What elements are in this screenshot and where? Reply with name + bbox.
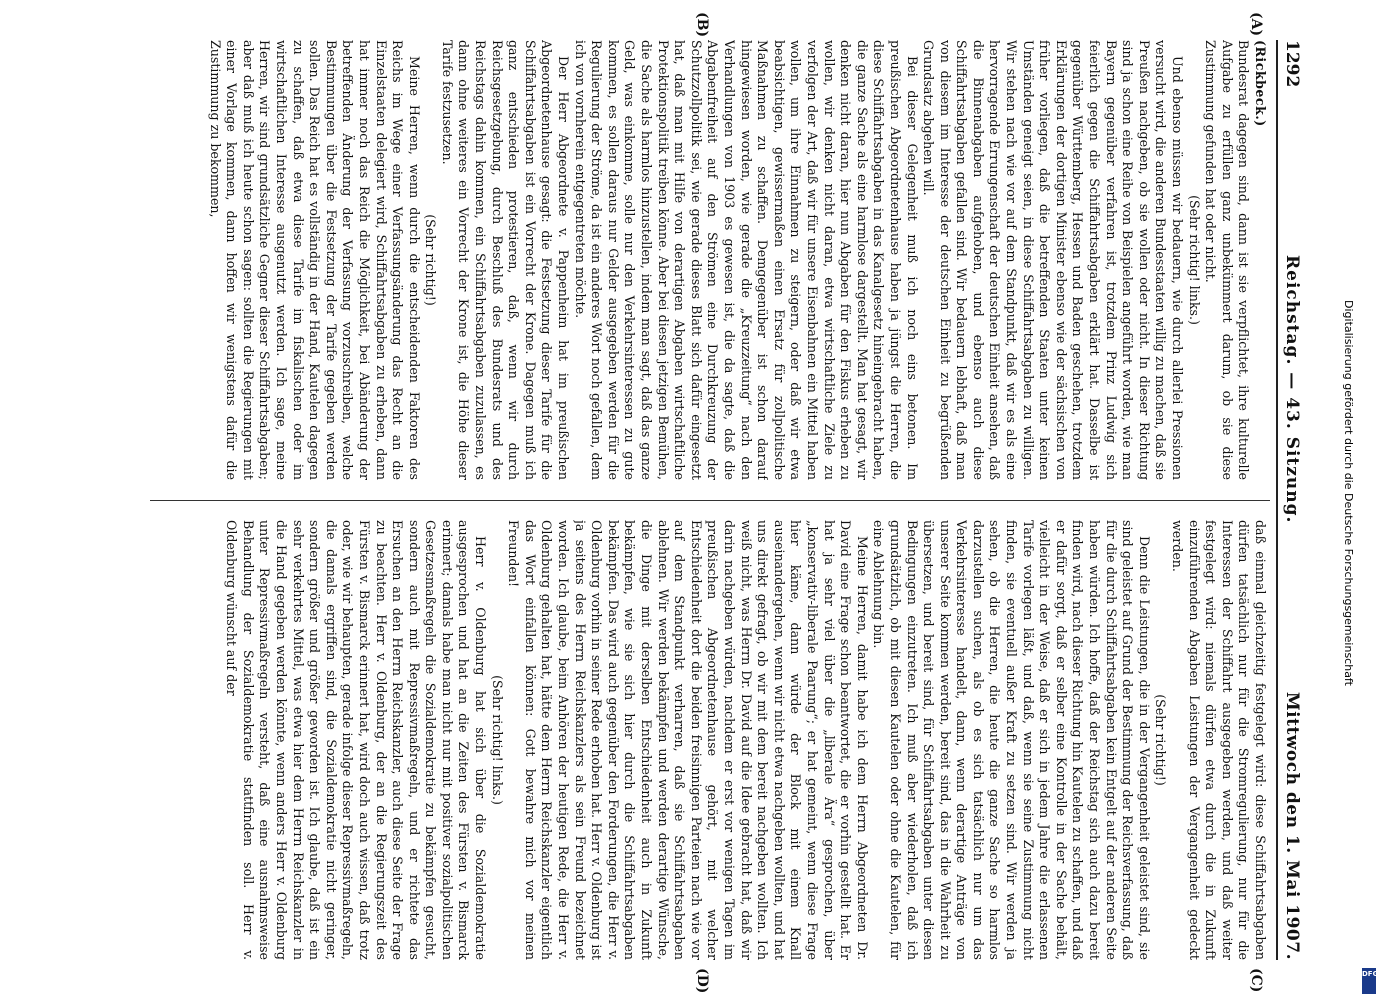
paragraph: Herr v. Oldenburg hat sich über die Sozialdemokratie ausgesprochen und hat an die Zeiten des Fürsten v. Bismarck erinnert; damals habe man nicht nur mit positiver sozialpolitischen Gesetzesmaßregeln die Sozialdemokratie zu bekämpfen gesucht, sondern auch mit Repressivmaßregeln, und er richtete das Ersuchen an den Herrn Reichskanzler, auch diese Seite der Frage zu beachten. Herr v. Oldenburg, der an die Regierungszeit des Fürsten v. Bismarck erinnert hat, wird doch auch wissen, daß trotz oder, wie wir behaupten, gerade infolge dieser Repressivmaßregeln, die damals ergriffen sind, die Sozialdemokratie nicht geringer, sondern größer und größer geworden ist. Ich glaube, daß ist ein sehr verkehrtes Mittel, was etwa hier dem Herrn Reichskanzler in die Hand gegeben werden könnte, wenn anders Herr v. Oldenburg unter Repressivmaßregeln versteht, daß eine ausnahmsweise Behandlung der Sozialdemokratie stattfinden soll. Herr v. Oldenburg wünscht auf der <box>224 520 489 960</box>
speaker-label: (Rickbeck.) <box>1253 40 1268 127</box>
paragraph: Meine Herren, damit habe ich dem Herrn Abgeordneten Dr. David eine Frage schon beantwortet, die er vorhin gestellt hat. Er hat ja sehr viel über die „liberale Ära“ gesprochen, über „konservativ-liberale Paarung“; er hat gemeint, wenn diese Frage hier käme, dann würde der Block mit einem Knall auseinandergehen, wenn wir nicht etwa nachgeben wollten, und hat uns direkt gefragt, ob wir mit dem bereit nachgeben wollten. Ich weiß nicht, was Herrn Dr. David auf die Idee gebracht hat, daß wir darin nachgeben würden, nachdem er erst vor wenigen Tagen im preußischen Abgeordnetenhause gehört, mit welcher Entschiedenheit dort die beiden freisinnigen Parteien nach wie vor auf dem Standpunkt verharren, daß sie Schiffahrtsabgaben ablehnen. Wir werden bekämpfen und werden derartige Wünsche, die Dinge mit derselben Entschiedenheit auch in Zukunft bekämpfen, wie sie sich hier durch die Schiffahrtsabgaben bekämpfen. Das wird auch gegenüber den Forderungen, die Herr v. Oldenburg vorhin in seiner Rede erhoben hat. Herr v. Oldenburg ist ja seitens des Herrn Reichskanzlers als sein Freund bezeichnet worden. Ich glaube, beim Anhören der heutigen Rede, die Herr v. Oldenburg gehalten hat, hätte dem Herrn Reichskanzler eigentlich das Wort einfallen können: Gott bewahre mich vor meinen Freunden! <box>506 520 870 960</box>
margin-marker-c: (C) <box>1248 968 1264 993</box>
right-column <box>118 520 1268 960</box>
paragraph: Der Herr Abgeordnete v. Pappenheim hat im preußischen Abgeordnetenhause gesagt: die Festsetzung dieser Tarife für die Schiffahrtsabgaben ist ein Vorrecht der Krone. Dagegen muß ich ganz entschieden protestieren, daß, wenn wir durch Reichsgesetzgebung, durch Beschluß des Bundesrats und des Reichstags dahin kommen, ein Schiffahrtsabgaben zuzulassen, es dann ohne weiteres ein Vorrecht der Krone ist, die Höhe dieser Tarife festzusetzen. <box>439 40 572 480</box>
credit-text: Digitalisierung gefördert durch die Deutsche Forschungsgemeinschaft <box>1342 300 1355 686</box>
column-divider <box>150 500 1270 501</box>
page-number: 1292 <box>1282 40 1302 88</box>
margin-marker-d: (D) <box>694 968 710 994</box>
paragraph: Bei dieser Gelegenheit muß ich noch eins betonen. Im preußischen Abgeordnetenhause haben ja jüngst die Herren, die diese Schiffahrtsabgaben in das Kanalgesetz hineingebracht haben, die ganze Sache als eine harmlose dargestellt. Man hat gesagt, wir denken nicht daran, hier nun Abgaben für den Fiskus erheben zu wollen, wir denken nicht daran, etwa wirtschaftliche Ziele zu verfolgen der Art, daß wir für unsere Eisenbahnen ein Mittel haben wollen, um ihre Einnahmen zu steigern, oder daß wir etwa beabsichtigen, gewissermaßen einen Ersatz für zollpolitische Maßnahmen zu schaffen. Demgegenüber ist schon darauf hingewiesen worden, wie gerade die „Kreuzzeitung“ nach den Verhandlungen von 1903 es gewesen ist, die da sagte, daß die Abgabenfreiheit auf den Strömen eine Durchkreuzung der Schutzzollpolitik sei, wie gerade dieses Blatt sich dafür eingesetzt hat, daß man mit Hilfe von derartigen Abgaben wirtschaftliche Protektionspolitik treiben könne. Aber bei diesen jetzigen Bemühen, die Sache als harmlos hinzustellen, indem man sagt, daß das ganze Geld, was einkomme, solle nur den Verkehrsinteressen zu gute kommen, es sollen daraus nur Gelder ausgegeben werden für die Regulierung der Ströme, da ist ein anderes Wort noch gefallen, dem ich von vornherein entgegentreten möchte. <box>572 40 920 480</box>
digitization-credit <box>1325 300 1365 1000</box>
page-header <box>1276 40 1304 960</box>
interjection: (Sehr richtig!) <box>423 214 439 306</box>
paragraph: Und ebenso müssen wir bedauern, wie durch allerlei Pressionen versucht wird, die anderen Bundesstaaten willig zu machen, daß sie Preußen nachgeben, ob sie wollen oder nicht. In dieser Richtung sind ja schon eine Reihe von Beispielen angeführt worden, wie man Bayern gegenüber verfahren ist, trotzdem Prinz Ludwig sich feierlich gegen die Schiffahrtsabgaben erklärt hat. Dasselbe ist gegenüber Württemberg, Hessen und Baden geschehen, trotzdem Erklärungen der dortigen Minister ebenso wie der sächsischen von früher vorliegen, daß die betreffenden Staaten unter keinen Umständen geneigt seien, in diese Schiffahrtsabgaben zu willigen. Wir stehen nach wie vor auf dem Standpunkt, daß wir es als eine hervorragende Errungenschaft der deutschen Einheit ansehen, daß die Binnenabgaben aufgehoben, und ebenso auch diese Schiffahrtsabgaben gefallen sind. Wir bedauern lebhaft, daß man von diesem im Interesse der deutschen Einheit zu begrüßenden Grundsatz abgehen will. <box>921 40 1186 480</box>
paragraph: Meine Herren, wenn durch die entscheidenden Faktoren des Reichs im Wege einer Verfassungsänderung das Recht an die Einzelstaaten delegiert wird, Schiffahrtsabgaben zu erheben, dann hat immer noch das Reich die Möglichkeit, bei Abänderung der betreffenden Änderung der Verfassung vorzuschreiben, welche Bestimmungen über die Festsetzung der Tarife gegeben werden sollen. Das Reich hat es vollständig in der Hand, Kautelen dagegen zu schaffen, daß etwa diese Tarife im fiskalischen oder im wirtschaftlichen Interesse ausgenutzt werden. Ich sage, meine Herren, wir sind grundsätzliche Gegner dieser Schiffahrtsabgaben; aber daß muß ich heute schon sagen: sollten die Regierungen mit einer Vorlage kommen, dann hoffen wir wenigstens dafür die Zustimmung zu bekommen, <box>207 40 422 480</box>
paragraph: Bundesrat dagegen sind, dann ist sie verpflichtet, ihre kulturelle Aufgabe zu erfüllen ganz unbekümmert darum, ob sie diese Zustimmung gefunden hat oder nicht. <box>1203 40 1252 480</box>
interjection: (Sehr richtig! links.) <box>489 675 505 805</box>
left-column <box>118 40 1268 480</box>
session-date: Mittwoch den 1. Mai 1907. <box>1282 691 1302 960</box>
margin-marker-a: (A) <box>1248 12 1264 37</box>
margin-marker-b: (B) <box>694 12 710 38</box>
paragraph: daß einmal gleichzeitig festgelegt wird: diese Schiffahrtsabgaben dürfen tatsächlich nur für die Stromregulierung, nur für die Interessen der Schiffahrt ausgegeben werden, und daß weiter festgelegt wird: niemals dürfen etwa durch die in Zukunft einzuführenden Abgaben Leistungen der Vergangenheit gedeckt werden. <box>1170 520 1268 960</box>
dfg-logo: DFG <box>1362 968 1376 994</box>
rotated-page-content <box>90 0 1310 1000</box>
paragraph: Denn die Leistungen, die in der Vergangenheit geleistet sind, sie sind geleistet auf Grund der Bestimmung der Reichsverfassung, daß für die durch Schiffahrtsabgaben kein Entgelt auf der anderen Seite haben würden. Ich hoffe, daß der Reichstag sich auch dazu bereit finden wird, nach dieser Richtung hin Kautelen zu schaffen, und daß er dafür sorgt, daß er selber eine Kontrolle in der Sache behält, vielleicht in der Weise, daß er sich in jedem Jahre die erlassenen Tarife vorlegen läßt, und daß, wenn sie seine Zustimmung nicht finden, sie eventuell außer Kraft zu setzen sind. Wir werden ja sehen, ob die Herren, die heute die ganze Sache so harmlos darzustellen suchen, als ob es sich tatsächlich nur um das Verkehrsinteresse handelt, dann, wenn derartige Anträge von unserer Seite kommen werden, bereit sind, das in die Wahrheit zu übersetzen, und bereit sind, für Schiffahrtsabgaben unter diesen Bedingungen einzutreten. Ich muß aber wiederholen, daß ich grundsätzlich, ob mit diesen Kautelen oder ohne die Kautelen, für eine Ablehnung bin. <box>871 520 1152 960</box>
interjection: (Sehr richtig!) <box>1153 694 1169 786</box>
interjection: (Sehr richtig! links.) <box>1186 195 1202 325</box>
page-title: Reichstag. — 43. Sitzung. <box>1282 255 1302 524</box>
